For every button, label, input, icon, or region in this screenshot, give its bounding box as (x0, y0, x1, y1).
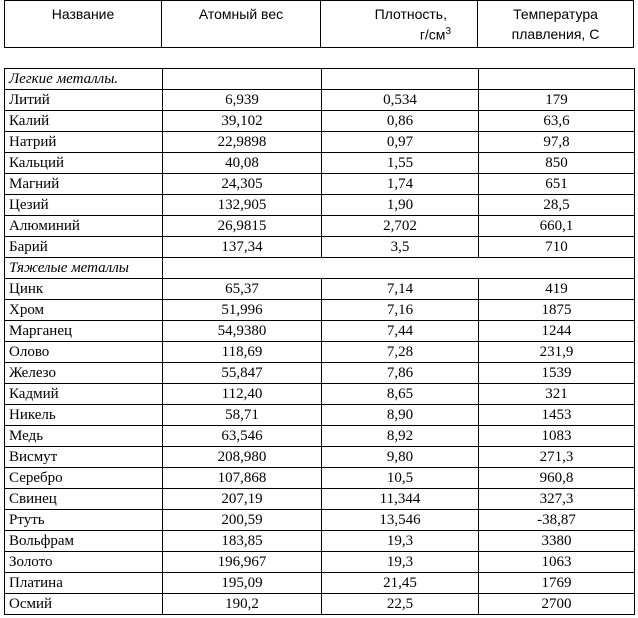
density: 13,546 (322, 510, 479, 531)
atomic-weight: 107,868 (163, 468, 322, 489)
melting-temp: 419 (479, 279, 635, 300)
density: 7,16 (322, 300, 479, 321)
atomic-weight: 195,09 (163, 573, 322, 594)
melting-temp: 660,1 (479, 216, 635, 237)
atomic-weight: 63,546 (163, 426, 322, 447)
melting-temp: 1244 (479, 321, 635, 342)
atomic-weight: 183,85 (163, 531, 322, 552)
atomic-weight: 54,9380 (163, 321, 322, 342)
table-row (5, 300, 635, 321)
header-density-unit-line (420, 26, 451, 43)
atomic-weight: 26,9815 (163, 216, 322, 237)
table-row (5, 90, 635, 111)
table-row (5, 279, 635, 300)
density: 11,344 (322, 489, 479, 510)
atomic-weight: 207,19 (163, 489, 322, 510)
atomic-weight: 40,08 (163, 153, 322, 174)
melting-temp: 179 (479, 90, 635, 111)
density: 19,3 (322, 531, 479, 552)
header-name: Название (51, 6, 115, 22)
metals-table (4, 68, 635, 615)
melting-temp: 850 (479, 153, 635, 174)
section-empty-cell (322, 69, 479, 90)
table-row (5, 531, 635, 552)
section-title: Легкие металлы. (5, 69, 163, 90)
header-weight-cell (161, 0, 321, 48)
melting-temp: 271,3 (479, 447, 635, 468)
melting-temp: 1453 (479, 405, 635, 426)
density: 8,92 (322, 426, 479, 447)
header-temp-line1: Температура (513, 6, 598, 22)
melting-temp: 1769 (479, 573, 635, 594)
table-row (5, 111, 635, 132)
header-density-exponent: 3 (445, 26, 451, 37)
metal-name: Золото (5, 552, 163, 573)
metal-name: Алюминий (5, 216, 163, 237)
metal-name: Кадмий (5, 384, 163, 405)
header-temp-line2: плавления, С (511, 26, 600, 42)
table-row (5, 363, 635, 384)
metal-name: Серебро (5, 468, 163, 489)
metals-table-body (5, 69, 635, 615)
table-row (5, 384, 635, 405)
section-empty-cell (163, 258, 635, 279)
atomic-weight: 112,40 (163, 384, 322, 405)
metal-name: Никель (5, 405, 163, 426)
density: 7,28 (322, 342, 479, 363)
density: 21,45 (322, 573, 479, 594)
metal-name: Цинк (5, 279, 163, 300)
table-row (5, 216, 635, 237)
metal-name: Свинец (5, 489, 163, 510)
atomic-weight: 208,980 (163, 447, 322, 468)
metal-name: Магний (5, 174, 163, 195)
atomic-weight: 132,905 (163, 195, 322, 216)
atomic-weight: 24,305 (163, 174, 322, 195)
table-header (4, 0, 634, 48)
density: 3,5 (322, 237, 479, 258)
atomic-weight: 196,967 (163, 552, 322, 573)
melting-temp: 3380 (479, 531, 635, 552)
melting-temp: 1875 (479, 300, 635, 321)
metal-name: Литий (5, 90, 163, 111)
melting-temp: 2700 (479, 594, 635, 615)
atomic-weight: 65,37 (163, 279, 322, 300)
atomic-weight: 58,71 (163, 405, 322, 426)
table-row (5, 552, 635, 573)
table-row (5, 237, 635, 258)
atomic-weight: 51,996 (163, 300, 322, 321)
table-row (5, 342, 635, 363)
table-row (5, 153, 635, 174)
section-empty-cell (479, 69, 635, 90)
density: 0,86 (322, 111, 479, 132)
metal-name: Вольфрам (5, 531, 163, 552)
header-density-line1: Плотность, (374, 6, 447, 22)
metal-name: Осмий (5, 594, 163, 615)
section-header-row (5, 258, 635, 279)
table-row (5, 447, 635, 468)
density: 0,534 (322, 90, 479, 111)
header-density-unit: г/см (419, 26, 446, 43)
melting-temp: 651 (479, 174, 635, 195)
metal-name: Медь (5, 426, 163, 447)
melting-temp: 63,6 (479, 111, 635, 132)
table-row (5, 426, 635, 447)
metal-name: Хром (5, 300, 163, 321)
atomic-weight: 137,34 (163, 237, 322, 258)
header-temp-cell (477, 0, 634, 48)
melting-temp: 710 (479, 237, 635, 258)
density: 9,80 (322, 447, 479, 468)
density: 19,3 (322, 552, 479, 573)
melting-temp: 327,3 (479, 489, 635, 510)
header-weight: Атомный вес (198, 6, 284, 22)
density: 1,55 (322, 153, 479, 174)
atomic-weight: 190,2 (163, 594, 322, 615)
density: 1,90 (322, 195, 479, 216)
atomic-weight: 200,59 (163, 510, 322, 531)
melting-temp: 28,5 (479, 195, 635, 216)
density: 7,14 (322, 279, 479, 300)
metal-name: Натрий (5, 132, 163, 153)
density: 1,74 (322, 174, 479, 195)
header-density-cell (320, 0, 478, 48)
density: 22,5 (322, 594, 479, 615)
table-row (5, 489, 635, 510)
metal-name: Марганец (5, 321, 163, 342)
table-row (5, 594, 635, 615)
section-header-row (5, 69, 635, 90)
melting-temp: 231,9 (479, 342, 635, 363)
melting-temp: 97,8 (479, 132, 635, 153)
table-row (5, 468, 635, 489)
metal-name: Калий (5, 111, 163, 132)
table-row (5, 132, 635, 153)
melting-temp: -38,87 (479, 510, 635, 531)
melting-temp: 1063 (479, 552, 635, 573)
metal-name: Железо (5, 363, 163, 384)
metal-name: Цезий (5, 195, 163, 216)
table-row (5, 321, 635, 342)
metal-name: Барий (5, 237, 163, 258)
atomic-weight: 55,847 (163, 363, 322, 384)
atomic-weight: 22,9898 (163, 132, 322, 153)
atomic-weight: 39,102 (163, 111, 322, 132)
metal-name: Ртуть (5, 510, 163, 531)
density: 8,65 (322, 384, 479, 405)
table-row (5, 510, 635, 531)
table-row (5, 405, 635, 426)
density: 2,702 (322, 216, 479, 237)
density: 8,90 (322, 405, 479, 426)
atomic-weight: 118,69 (163, 342, 322, 363)
header-name-cell (4, 0, 162, 48)
melting-temp: 1083 (479, 426, 635, 447)
melting-temp: 960,8 (479, 468, 635, 489)
melting-temp: 321 (479, 384, 635, 405)
density: 0,97 (322, 132, 479, 153)
metal-name: Олово (5, 342, 163, 363)
metal-name: Кальций (5, 153, 163, 174)
metal-name: Платина (5, 573, 163, 594)
metal-name: Висмут (5, 447, 163, 468)
density: 7,86 (322, 363, 479, 384)
table-row (5, 573, 635, 594)
table-row (5, 195, 635, 216)
atomic-weight: 6,939 (163, 90, 322, 111)
section-empty-cell (163, 69, 322, 90)
density: 7,44 (322, 321, 479, 342)
density: 10,5 (322, 468, 479, 489)
section-title: Тяжелые металлы (5, 258, 163, 279)
melting-temp: 1539 (479, 363, 635, 384)
table-row (5, 174, 635, 195)
